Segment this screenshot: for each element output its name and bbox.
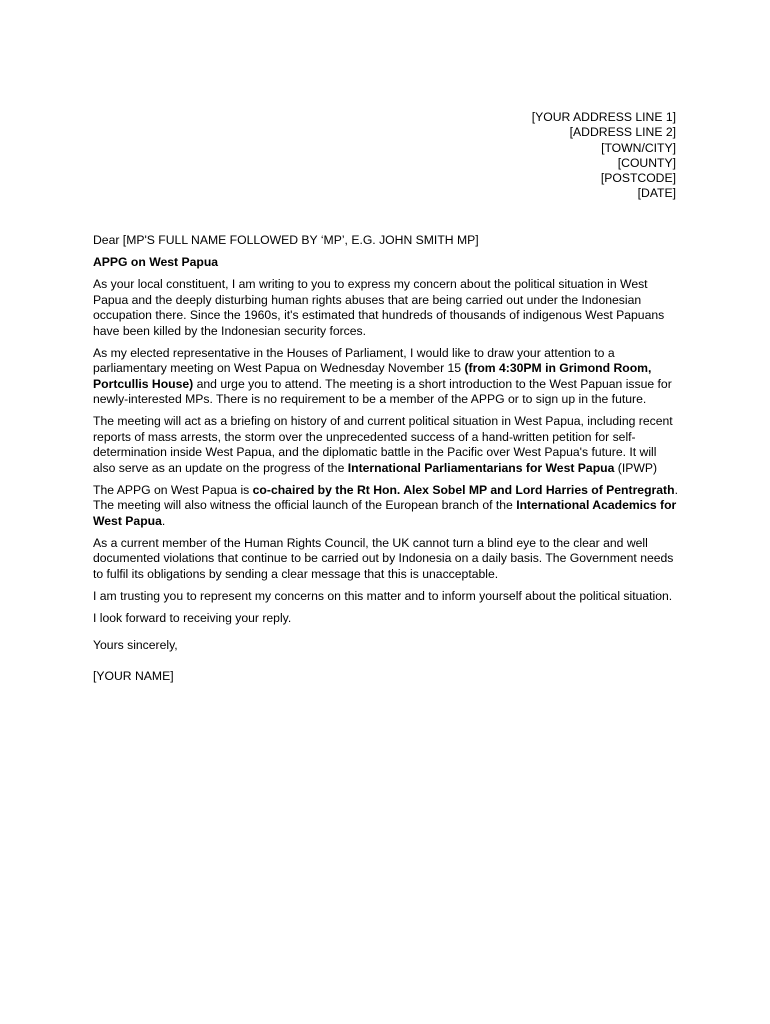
letter-body [93, 233, 679, 691]
address-line-1: [YOUR ADDRESS LINE 1] [531, 110, 676, 124]
academics-group-name: International Academics for West Papua [93, 498, 677, 528]
paragraph-meeting-invite [93, 346, 679, 408]
subject-line: APPG on West Papua [93, 255, 219, 269]
paragraph-reply: I look forward to receiving your reply. [93, 610, 292, 625]
ipwp-name: International Parliamentarians for West Papua [347, 460, 615, 475]
paragraph-co-chairs-text-a: The APPG on West Papua is [93, 482, 253, 497]
sender-address-block [532, 110, 676, 202]
paragraph-human-rights-council: As a current member of the Human Rights Council, the UK cannot turn a blind eye to the clear and well documented violations that continue to be carried out by Indonesia on a daily basis. The Government needs to fulfil its obligations by sending a clear message that this is unacceptable. [93, 535, 674, 581]
address-line-2: [ADDRESS LINE 2] [569, 125, 676, 140]
paragraph-briefing [93, 414, 679, 476]
paragraph-meeting-invite-text-c: and urge you to attend. The meeting is a short introduction to the West Papuan issue for newly-interested MPs. There is no requirement to be a member of the APPG or to sign up in the future. [93, 376, 672, 406]
letter-date: [DATE] [637, 186, 676, 201]
salutation: Dear [MP'S FULL NAME FOLLOWED BY ‘MP’, E.G. JOHN SMITH MP] [93, 233, 479, 247]
address-county: [COUNTY] [617, 155, 676, 170]
address-town: [TOWN/CITY] [601, 140, 676, 155]
paragraph-concern: As your local constituent, I am writing to you to express my concern about the political situation in West Papua and the deeply disturbing human rights abuses that are being carried out under the Indonesian occupation there. Since the 1960s, it's estimated that hundreds of thousands of indigenous West Papuans have been killed by the Indonesian security forces. [93, 277, 665, 338]
paragraph-trust: I am trusting you to represent my concerns on this matter and to inform yourself about the political situation. [93, 588, 673, 603]
meeting-time-location: (from 4:30PM in Grimond Room, Portcullis House) [93, 361, 652, 391]
paragraph-co-chairs-text-c: . The meeting will also witness the official launch of the European branch of the [93, 482, 678, 512]
paragraph-co-chairs-text-e: . [161, 513, 166, 528]
closing: Yours sincerely, [93, 638, 178, 652]
address-postcode: [POSTCODE] [600, 171, 676, 186]
paragraph-briefing-text-c: (IPWP) [614, 460, 658, 475]
paragraph-meeting-invite-text-a: As my elected representative in the Houses of Parliament, I would like to draw your attention to a parliamentary meeting on West Papua on Wednesday November 15 [93, 345, 615, 375]
paragraph-briefing-text-a: The meeting will act as a briefing on history of and current political situation in West Papua, including recent reports of mass arrests, the storm over the unprecedented success of a hand-written petition for self-determination inside West Papua, and the diplomatic battle in the Pacific over West Papua's future. It will also serve as an update on the progress of the [93, 414, 673, 475]
paragraph-co-chairs [93, 483, 679, 530]
signature-name: [YOUR NAME] [93, 668, 174, 683]
co-chairs-names: co-chaired by the Rt Hon. Alex Sobel MP and Lord Harries of Pentregrath [252, 482, 675, 497]
